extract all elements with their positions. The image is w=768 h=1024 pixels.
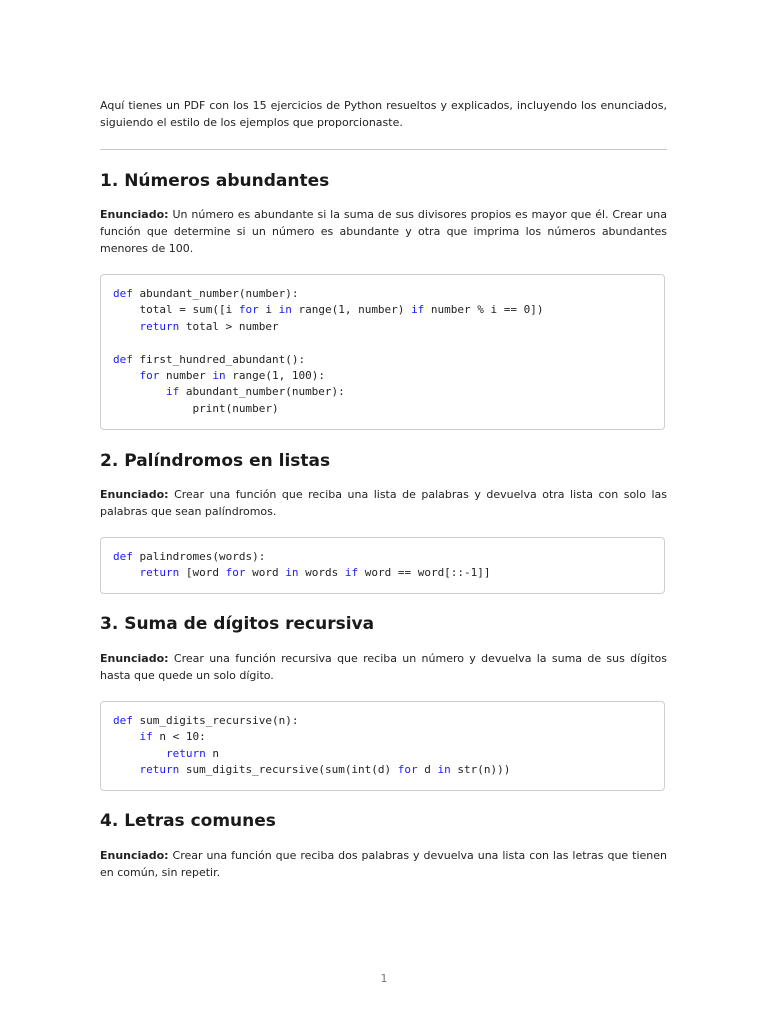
section-4-statement bbox=[100, 847, 667, 881]
section-3-statement bbox=[100, 650, 667, 684]
code-block-3 bbox=[100, 701, 665, 791]
statement-text: Crear una función que reciba dos palabras y devuelva una lista con las letras que tienen en común, sin repetir. bbox=[100, 849, 667, 879]
statement-label: Enunciado: bbox=[100, 488, 169, 501]
code-block-1 bbox=[100, 274, 665, 430]
code-text: def sum_digits_recursive(n): if n < 10: return n return sum_digits_recursive(sum(int(d) for d in str(n))) bbox=[113, 714, 511, 777]
horizontal-rule bbox=[100, 149, 667, 150]
section-1-title: 1. Números abundantes bbox=[100, 171, 330, 191]
section-2-title: 2. Palíndromos en listas bbox=[100, 451, 331, 471]
intro-paragraph: Aquí tienes un PDF con los 15 ejercicios de Python resueltos y explicados, incluyendo los enunciados, siguiendo el estilo de los ejemplos que proporcionaste. bbox=[100, 99, 667, 129]
statement-text: Crear una función recursiva que reciba un número y devuelva la suma de sus dígitos hasta que quede un solo dígito. bbox=[100, 652, 667, 682]
code-block-2 bbox=[100, 537, 665, 594]
section-3-title: 3. Suma de dígitos recursiva bbox=[100, 614, 375, 634]
statement-text: Un número es abundante si la suma de sus divisores propios es mayor que él. Crear una función que determine si un número es abundante y otra que imprima los números abundantes menores de 100. bbox=[100, 208, 667, 255]
section-2-statement bbox=[100, 486, 667, 520]
statement-label: Enunciado: bbox=[100, 208, 169, 221]
code-text: def abundant_number(number): total = sum([i for i in range(1, number) if number % i == 0]) return total > number def first_hundred_abundant(): for number in range(1, 100): if abundant_number(number): print(number) bbox=[113, 287, 544, 415]
statement-label: Enunciado: bbox=[100, 652, 169, 665]
section-4-title: 4. Letras comunes bbox=[100, 811, 276, 831]
statement-text: Crear una función que reciba una lista de palabras y devuelva otra lista con solo las palabras que sean palíndromos. bbox=[100, 488, 667, 518]
statement-label: Enunciado: bbox=[100, 849, 169, 862]
page-number: 1 bbox=[380, 972, 388, 985]
section-1-statement bbox=[100, 206, 667, 257]
code-text: def palindromes(words): return [word for word in words if word == word[::-1]] bbox=[113, 550, 491, 580]
